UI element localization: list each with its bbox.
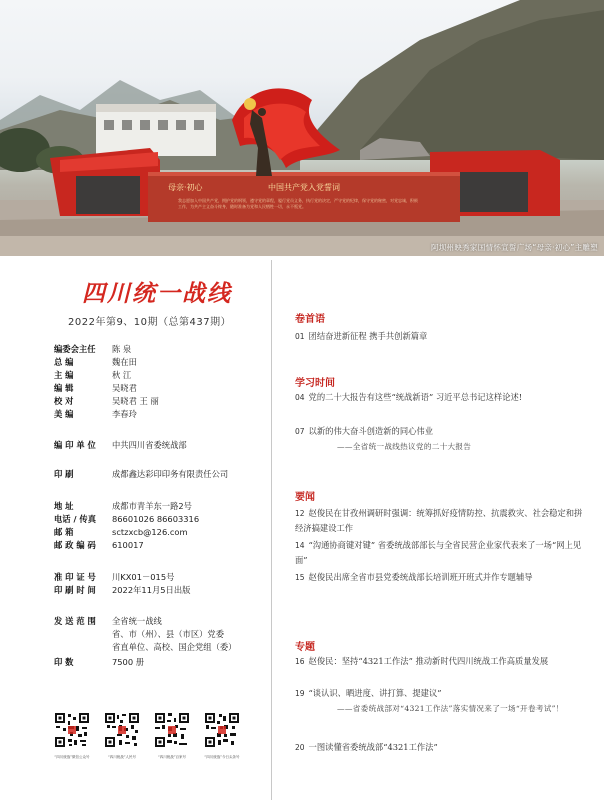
colophon-value: 吴晓君 王 丽 — [112, 396, 159, 406]
section-title: 卷首语 — [295, 314, 325, 325]
page-number: 04 — [295, 393, 305, 402]
copies-key: 印 数 — [54, 657, 74, 667]
publisher-value: 成都鑫达彩印印务有限责任公司 — [112, 469, 229, 479]
email-value: sctzxcb@126.com — [112, 527, 188, 537]
colophon-key: 主 编 — [54, 370, 74, 380]
address-row — [54, 526, 188, 538]
qr-code-icon[interactable] — [204, 712, 240, 748]
publisher-value: 中共四川省委统战部 — [112, 440, 187, 450]
address-key: 邮 政 编 码 — [54, 540, 96, 550]
colophon-row — [54, 395, 159, 407]
page-number: 19 — [295, 689, 305, 698]
copies-row — [54, 656, 144, 668]
toc-item[interactable] — [295, 686, 590, 716]
colophon-row — [54, 408, 137, 420]
address-value: 86601026 86603316 — [112, 514, 200, 524]
qr-code-icon[interactable] — [104, 712, 140, 748]
colophon-key: 校 对 — [54, 396, 74, 406]
copies-value: 7500 册 — [112, 657, 145, 667]
permit-row — [54, 571, 174, 583]
toc-item[interactable] — [295, 740, 590, 755]
page-number: 20 — [295, 743, 305, 752]
publisher-key: 编 印 单 位 — [54, 440, 96, 450]
toc-item-title: 赵俊民在甘孜州调研时强调：统筹抓好疫情防控、抗震救灾、社会稳定和拼经济搞建设工作 — [295, 508, 583, 533]
toc-item-title: 以新的伟大奋斗创造新的同心伟业 — [308, 426, 434, 436]
colophon-row — [54, 343, 131, 355]
permit-key: 印 刷 时 间 — [54, 585, 96, 595]
table-of-contents — [282, 256, 597, 801]
qr-code-strip — [52, 712, 242, 760]
publisher-key: 印 刷 — [54, 469, 74, 479]
page-number: 14 — [295, 541, 305, 550]
colophon-key: 总 编 — [54, 357, 74, 367]
distribution-row — [112, 628, 224, 640]
qr-label: “四川统战”百家号 — [157, 755, 187, 759]
permit-key: 准 印 证 号 — [54, 572, 96, 582]
colophon-key: 编 辑 — [54, 383, 74, 393]
toc-item-title: “谈认识、晒进度、讲打算、提建议” — [308, 688, 442, 698]
address-row — [54, 513, 199, 525]
qr-label: “四川统战”微信公众号 — [54, 755, 90, 759]
publisher-row — [54, 468, 228, 480]
page-number: 16 — [295, 657, 305, 666]
toc-item-title: “沟通协商键对键” 省委统战部部长与全省民营企业家代表来了一场“网上见面” — [295, 540, 582, 565]
toc-item-title: 赵俊民：坚持“4321工作法” 推动新时代四川统战工作高质量发展 — [308, 656, 549, 666]
address-key: 地 址 — [54, 501, 74, 511]
section-title: 专题 — [295, 642, 315, 653]
address-value: 成都市青羊东一路2号 — [112, 501, 192, 511]
qr-card — [152, 712, 192, 760]
colophon-value: 吴晓君 — [112, 383, 137, 393]
page-number: 12 — [295, 509, 305, 518]
wall-title-oath: 中国共产党入党誓词 — [268, 183, 340, 192]
qr-card — [202, 712, 242, 760]
toc-item[interactable] — [295, 570, 590, 585]
qr-card — [52, 712, 92, 760]
colophon-key: 编委会主任 — [54, 344, 96, 354]
qr-card — [102, 712, 142, 760]
magazine-logo: 四川统一战线 — [82, 280, 232, 307]
issue-number: 2022年第9、10期（总第437期） — [68, 317, 232, 328]
distribution-key: 发 送 范 围 — [54, 616, 96, 626]
colophon-column — [0, 256, 271, 801]
toc-item-title: 一图读懂省委统战部“4321工作法” — [308, 742, 438, 752]
page-number: 07 — [295, 427, 305, 436]
qr-label: “四川统战”今日头条号 — [204, 755, 240, 759]
toc-item[interactable] — [295, 329, 590, 344]
monument-illustration — [0, 0, 604, 256]
wall-oath-text: 我志愿加入中国共产党，拥护党的纲领，遵守党的章程，履行党员义务，执行党的决定，严守党的纪律，保守党的秘密，对党忠诚，积极工作，为共产主义奋斗终身，随时准备为党和人民牺牲一切，永不叛党。 — [178, 198, 418, 209]
qr-code-icon[interactable] — [54, 712, 90, 748]
toc-item[interactable] — [295, 424, 590, 454]
toc-item[interactable] — [295, 654, 590, 669]
wall-title-left: 母亲·初心 — [168, 183, 203, 192]
distribution-row — [112, 641, 236, 653]
colophon-value: 魏在田 — [112, 357, 137, 367]
toc-item[interactable] — [295, 506, 590, 536]
section-title: 学习时间 — [295, 378, 335, 389]
section-title: 要闻 — [295, 492, 315, 503]
colophon-key: 美 编 — [54, 409, 74, 419]
colophon-value: 李春玲 — [112, 409, 137, 419]
toc-item-title: 团结奋进新征程 携手共创新篇章 — [308, 331, 428, 341]
distribution-line: 全省统一战线 — [112, 616, 162, 626]
page-number: 15 — [295, 573, 305, 582]
toc-item-subtitle: ——全省统一战线热议党的二十大报告 — [337, 442, 472, 451]
qr-code-icon[interactable] — [154, 712, 190, 748]
colophon-row — [54, 356, 137, 368]
photo-caption: 阿坝州映秀家国情怀宣誓广场“母亲·初心”主雕塑 — [430, 243, 598, 252]
colophon-row — [54, 369, 131, 381]
address-value: 610017 — [112, 540, 144, 550]
colophon-value: 秋 江 — [112, 370, 132, 380]
address-row — [54, 500, 192, 512]
cover-photo — [0, 0, 604, 256]
toc-item-subtitle: ——省委统战部对“4321工作法”落实情况来了一场“开卷考试”！ — [337, 704, 564, 713]
permit-value: 2022年11月5日出版 — [112, 585, 191, 595]
colophon-row — [54, 382, 137, 394]
colophon-value: 陈 泉 — [112, 344, 132, 354]
permit-value: 川KX01－015号 — [112, 572, 175, 582]
publisher-row — [54, 439, 187, 451]
page-number: 01 — [295, 332, 305, 341]
address-key: 邮 箱 — [54, 527, 74, 537]
distribution-row — [54, 615, 162, 627]
address-row — [54, 539, 144, 551]
toc-item[interactable] — [295, 390, 590, 405]
distribution-line: 省直单位、高校、国企党组（委） — [112, 642, 237, 652]
toc-item[interactable] — [295, 538, 590, 568]
qr-label: “四川统战”人民号 — [107, 755, 137, 759]
column-divider — [271, 260, 272, 800]
permit-row — [54, 584, 190, 596]
toc-item-title: 党的二十大报告有这些“统战新语” 习近平总书记这样论述! — [308, 392, 523, 402]
toc-item-title: 赵俊民出席全省市县党委统战部长培训班开班式并作专题辅导 — [308, 572, 533, 582]
distribution-line: 省、市（州）、县（市区）党委 — [112, 629, 225, 639]
address-key: 电话 / 传真 — [54, 514, 96, 524]
